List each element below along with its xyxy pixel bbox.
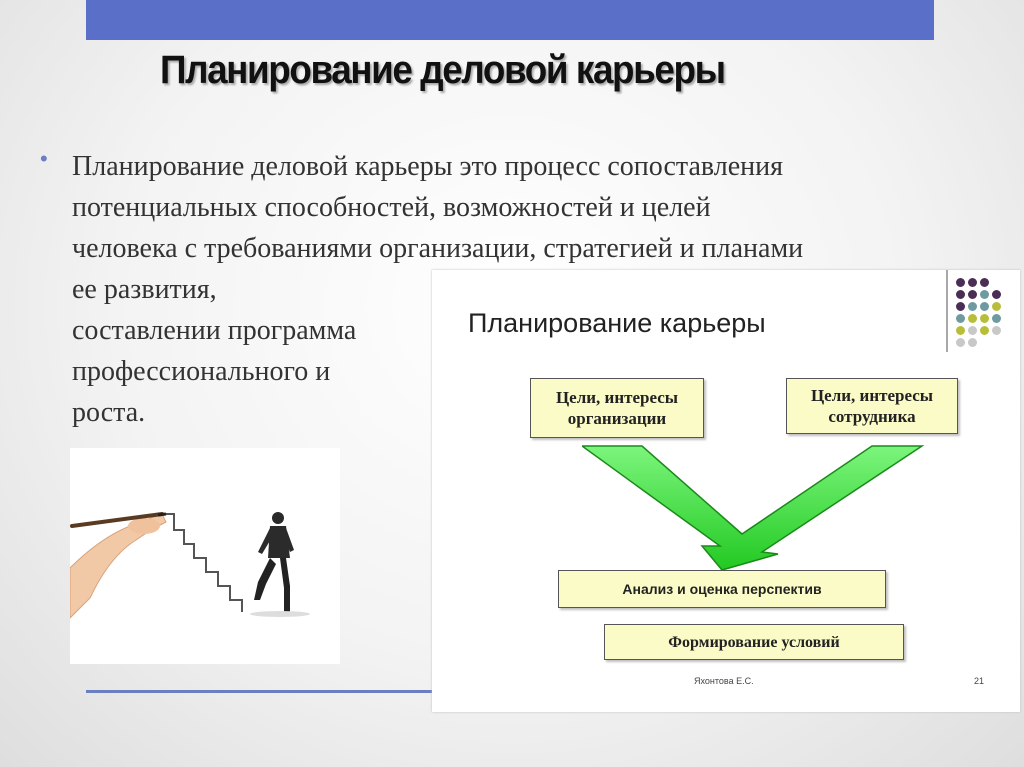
- analysis-box: [558, 570, 886, 608]
- body-line-6: профессионального и: [72, 356, 331, 387]
- body-line-1: Планирование деловой карьеры это процесс сопоставления: [72, 151, 784, 182]
- analysis-label: Анализ и оценка перспектив: [622, 580, 822, 597]
- diagram-title: Планирование карьеры: [468, 308, 766, 338]
- employee-goals-line-1: Цели, интересы: [810, 386, 934, 405]
- org-goals-line-1: Цели, интересы: [555, 388, 679, 407]
- divider-line: [946, 270, 948, 352]
- career-planning-diagram: [432, 270, 1020, 712]
- employee-goals-line-2: сотрудника: [828, 407, 916, 426]
- org-goals-line-2: организации: [567, 409, 667, 428]
- body-line-4: ее развития,: [72, 274, 217, 305]
- conditions-label: Формирование условий: [668, 633, 840, 651]
- conditions-box: [604, 624, 904, 660]
- body-line-2: потенциальных способностей, возможностей и целей: [72, 192, 711, 223]
- bullet-marker: •: [40, 146, 48, 171]
- employee-goals-box: [786, 378, 958, 434]
- green-arrow-icon: [582, 442, 932, 572]
- org-goals-box: [530, 378, 704, 438]
- top-accent-bar: [86, 0, 934, 40]
- author-credit: Яхонтова Е.С.: [694, 676, 754, 686]
- body-line-7: роста.: [72, 397, 146, 428]
- stairs-illustration: [70, 448, 340, 664]
- page-number: 21: [974, 676, 985, 686]
- body-line-5: составлении программа: [72, 315, 357, 346]
- body-line-3: человека с требованиями организации, стратегией и планами: [72, 233, 804, 264]
- slide-title: Планирование деловой карьеры: [160, 48, 725, 92]
- bottom-accent-line: [86, 690, 436, 693]
